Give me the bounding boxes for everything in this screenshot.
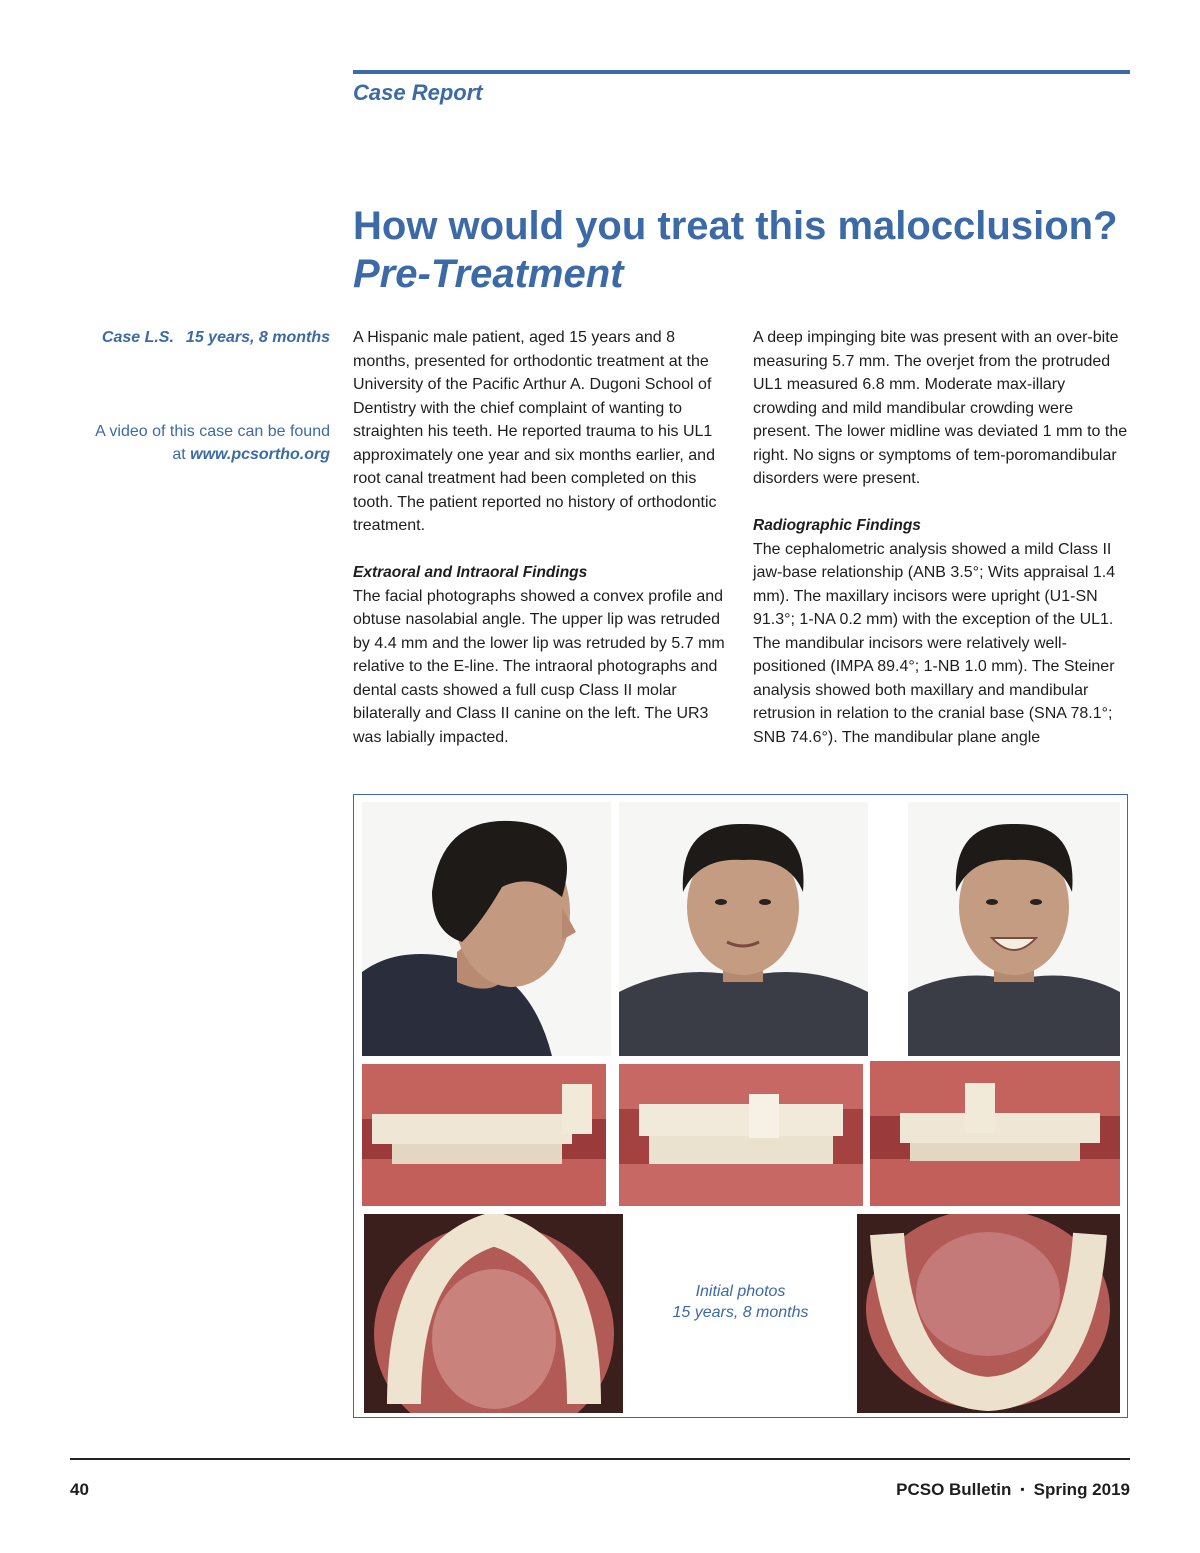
intraoral-left-photo [870,1061,1120,1206]
video-text: A video of this case can be found [95,423,330,440]
case-label [40,326,330,349]
radiographic-heading: Radiographic Findings [753,517,921,534]
title-main: How would you treat this malocclusion? [353,204,1118,248]
intraoral-frontal-photo [619,1064,863,1206]
frontal-photo [619,802,868,1056]
footer-separator: ▪ [1020,1482,1025,1496]
publication-footer [896,1480,1130,1500]
profile-photo [362,802,611,1056]
body-column-left [353,326,731,773]
radiographic-paragraph: The cephalometric analysis showed a mild Class II jaw-base relationship (ANB 3.5°; Wits appraisal 1.4 mm). The maxillary incisors were upright (U1-SN 91.3°; 1-NA 0.2 mm) with the exception of the UL1. The mandibular incisors were relatively well-positioned (IMPA 89.4°; 1-NB 1.0 mm). The Steiner analysis showed both maxillary and mandibular retrusion in relation to the cranial base (SNA 78.1°; SNB 74.6°). The mandibular plane angle [753,540,1116,746]
figure-caption [638,1281,843,1323]
extraoral-paragraph: The facial photographs showed a convex profile and obtuse nasolabial angle. The upper lip was retruded by 4.4 mm and the lower lip was retruded by 5.7 mm relative to the E-line. The intraoral photographs and dental casts showed a full cusp Class II molar bilaterally and Class II canine on the left. The UR3 was labially impacted. [353,587,725,746]
case-id: Case L.S. [101,329,174,346]
publication-name: PCSO Bulletin [896,1480,1012,1499]
footer-rule [70,1458,1130,1460]
mandibular-occlusal-photo [857,1214,1120,1413]
video-at: at [172,446,186,463]
page-number: 40 [70,1480,89,1499]
section-label: Case Report [353,80,483,105]
intro-paragraph: A Hispanic male patient, aged 15 years and 8 months, presented for orthodontic treatment at the University of the Pacific Arthur A. Dugoni School of Dentistry with the chief complaint of wanting to straighten his teeth. He reported trauma to his UL1 approximately one year and six months earlier, and root canal treatment had been completed on this tooth. The patient reported no history of orthodontic treatment. [353,329,717,534]
extraoral-heading: Extraoral and Intraoral Findings [353,564,588,581]
intraoral-right-photo [362,1064,606,1206]
bite-paragraph: A deep impinging bite was present with an over-bite measuring 5.7 mm. The overjet from the protruded UL1 measured 6.8 mm. Moderate max-illary crowding and mild mandibular crowding were present. The lower midline was deviated 1 mm to the right. No signs or symptoms of tem-poromandibular disorders were present. [753,329,1128,487]
smile-photo [908,802,1120,1056]
caption-line1: Initial photos [695,1283,786,1300]
header-rule [353,70,1130,74]
maxillary-occlusal-photo [364,1214,623,1413]
video-note [40,420,330,466]
title-subtitle: Pre-Treatment [353,252,624,296]
caption-line2: 15 years, 8 months [672,1304,809,1321]
article-title [353,202,1143,298]
publication-issue: Spring 2019 [1033,1480,1130,1499]
body-column-right [753,326,1131,773]
case-age: 15 years, 8 months [185,329,330,346]
video-link[interactable]: www.pcsortho.org [190,446,330,463]
